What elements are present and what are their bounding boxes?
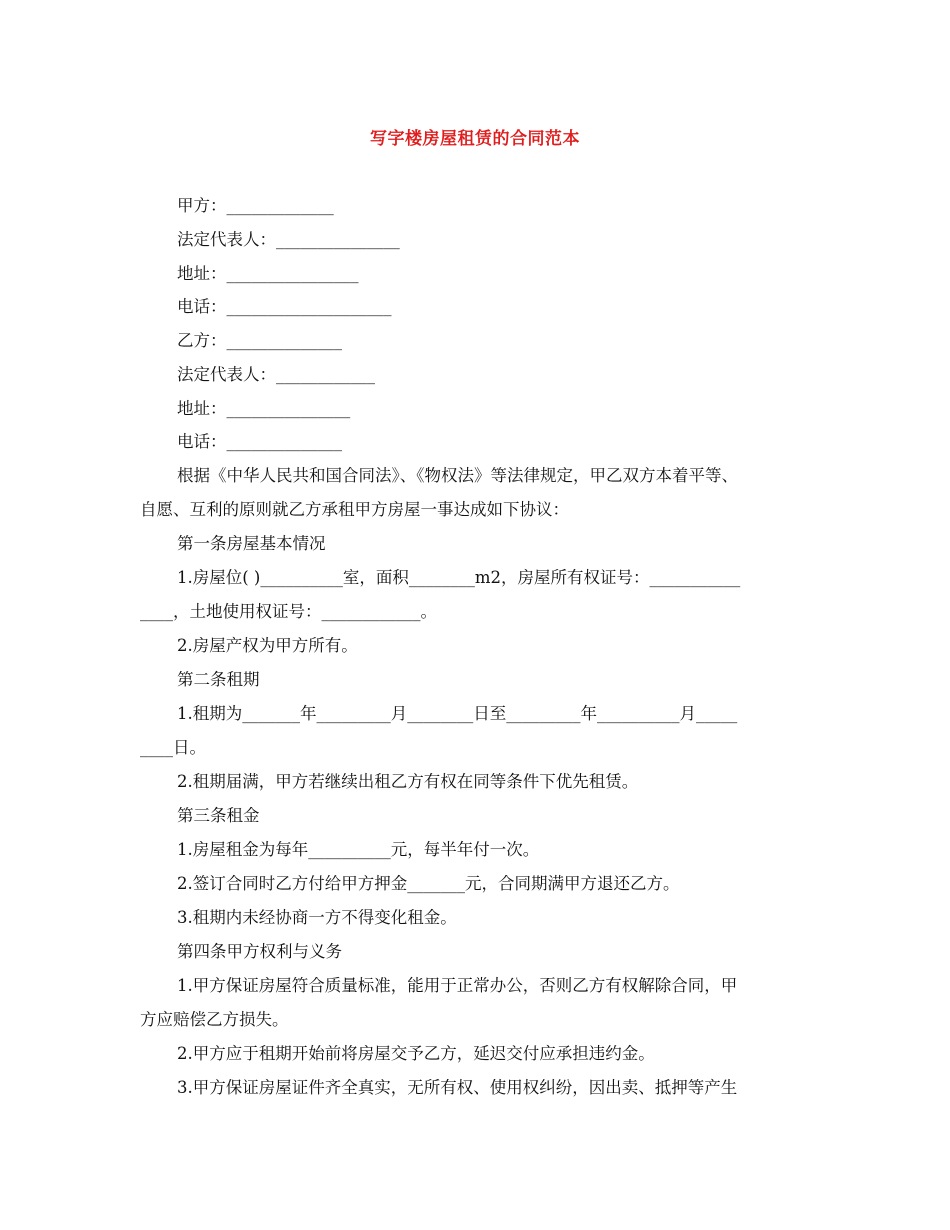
article-2-heading: 第二条租期 [177, 670, 260, 689]
article-4-clause-3: 3.甲方保证房屋证件齐全真实，无所有权、使用权纠纷，因出卖、抵押等产生 [177, 1078, 738, 1097]
article-1-clause-1-line-2: ____，土地使用权证号：____________。 [140, 602, 437, 621]
party-a-field: 甲方：_____________ [177, 196, 334, 215]
article-4-clause-1-line-2: 方应赔偿乙方损失。 [140, 1010, 289, 1029]
article-2-clause-1-line-2: ____日。 [140, 738, 206, 757]
document-title: 写字楼房屋租赁的合同范本 [370, 129, 580, 149]
article-1-clause-1-line-1: 1.房屋位( )__________室，面积________m2，房屋所有权证号：___________ [177, 568, 741, 587]
article-3-heading: 第三条租金 [177, 806, 260, 825]
article-4-clause-2: 2.甲方应于租期开始前将房屋交予乙方，延迟交付应承担违约金。 [177, 1044, 655, 1063]
party-b-address-field: 地址：_______________ [177, 399, 351, 418]
party-a-address-field: 地址：________________ [177, 264, 359, 283]
preamble-line-2: 自愿、互利的原则就乙方承租甲方房屋一事达成如下协议： [140, 500, 569, 519]
article-1-clause-2: 2.房屋产权为甲方所有。 [177, 636, 358, 655]
article-2-clause-1-line-1: 1.租期为_______年_________月________日至_________年__________月_____ [177, 704, 738, 723]
article-3-clause-1: 1.房屋租金为每年__________元，每半年付一次。 [177, 840, 540, 859]
party-b-legal-rep-field: 法定代表人：____________ [177, 365, 375, 384]
article-3-clause-2: 2.签订合同时乙方付给甲方押金_______元，合同期满甲方退还乙方。 [177, 874, 680, 893]
party-b-phone-field: 电话：______________ [177, 432, 342, 451]
article-4-heading: 第四条甲方权利与义务 [177, 942, 342, 961]
article-4-clause-1-line-1: 1.甲方保证房屋符合质量标准，能用于正常办公，否则乙方有权解除合同，甲 [177, 976, 738, 995]
article-3-clause-3: 3.租期内未经协商一方不得变化租金。 [177, 908, 457, 927]
article-2-clause-2: 2.租期届满，甲方若继续出租乙方有权在同等条件下优先租赁。 [177, 772, 639, 791]
party-a-phone-field: 电话：____________________ [177, 297, 392, 316]
party-b-field: 乙方：______________ [177, 331, 342, 350]
article-1-heading: 第一条房屋基本情况 [177, 534, 326, 553]
preamble-line-1: 根据《中华人民共和国合同法》、《物权法》等法律规定，甲乙双方本着平等、 [177, 466, 738, 485]
party-a-legal-rep-field: 法定代表人：_______________ [177, 230, 400, 249]
